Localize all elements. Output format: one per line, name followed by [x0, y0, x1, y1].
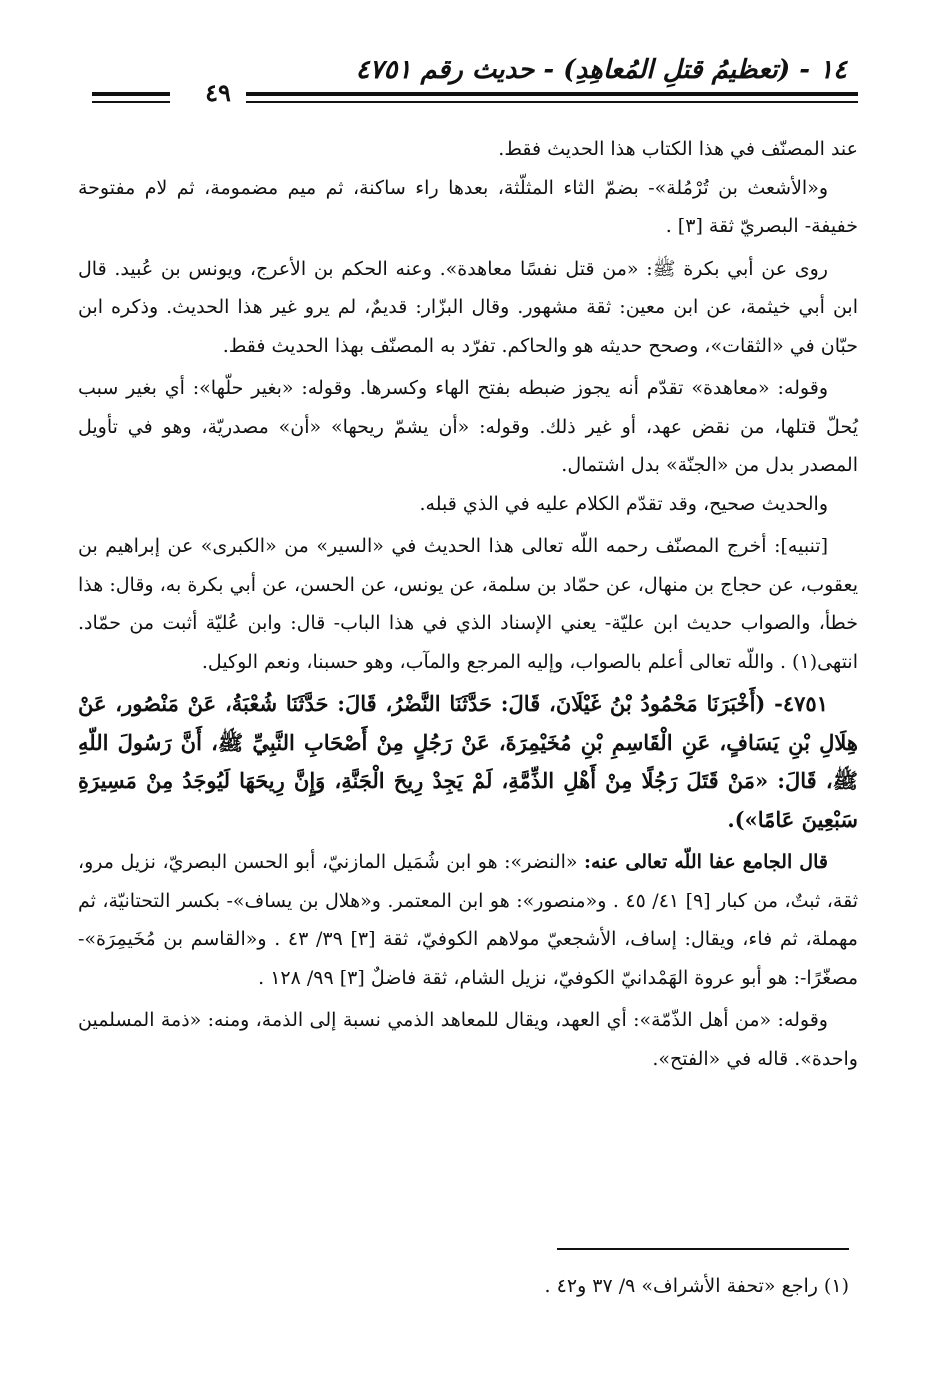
paragraph: عند المصنّف في هذا الكتاب هذا الحديث فقط. — [498, 138, 858, 160]
footnote-rule — [557, 1248, 849, 1250]
header-rule-left-thin — [92, 101, 170, 103]
header-rule-right-thick — [246, 92, 858, 96]
paragraph: والحديث صحيح، وقد تقدّم الكلام عليه في الذي قبله. — [419, 492, 828, 515]
main-text — [78, 130, 858, 1078]
paragraph: و«الأشعث بن تُرْمُلة»- بضمّ الثاء المثلّثة، بعدها راء ساكنة، ثم ميم مضمومة، ثم لام مفتوحة خفيفة- البصريّ ثقة [٣] . — [78, 176, 858, 237]
paragraph: [تنبيه]: أخرج المصنّف رحمه اللّه تعالى هذا الحديث في «السير» من «الكبرى» عن إبراهيم بن يعقوب، عن حجاج بن منهال، عن حمّاد بن سلمة، عن يونس، عن الحسن، عن أبي بكرة به، وقال: هذا خطأ، والصواب حديث ابن عليّة- يعني الإسناد الذي في هذا الباب- قال: وابن عُليّة أثبت من حمّاد. انتهى(١) . واللّه تعالى أعلم بالصواب، وإليه المرجع والمآب، وهو حسبنا، ونعم الوكيل. — [78, 535, 858, 673]
page-number: ٤٩ — [205, 78, 231, 107]
commentary-lead: قال الجامع عفا اللّه تعالى عنه: — [584, 851, 828, 873]
running-header-title: ١٤ - (تعظيمُ قتلِ المُعاهِدِ) - حديث رقم ٤٧٥١ — [355, 55, 847, 85]
footnote: (١) راجع «تحفة الأشراف» ٩/ ٣٧ و٤٢ . — [544, 1275, 849, 1297]
commentary-paragraph — [78, 843, 858, 997]
paragraph: وقوله: «من أهل الذّمّة»: أي العهد، ويقال للمعاهد الذمي نسبة إلى الذمة، ومنه: «ذمة المسلمين واحدة». قاله في «الفتح». — [78, 1009, 858, 1070]
commentary-text: «النضر»: هو ابن شُمَيل المازنيّ، أبو الحسن البصريّ، نزيل مرو، ثقة، ثبتٌ، من كبار [٩] ٤١/ ٤٥ . و«منصور»: هو ابن المعتمر. و«هلال بن يساف»- بكسر التحتانيّة، ثم مهملة، ثم فاء، ويقال: إساف، الأشجعيّ مولاهم الكوفيّ، ثقة [٣] ٣٩/ ٤٣ . و«القاسم بن مُخَيمِرَة»- مصغّرًا-: هو أبو عروة الهَمْدانيّ الكوفيّ، نزيل الشام، ثقة فاضلٌ [٣] ٩٩/ ١٢٨ . — [78, 851, 859, 989]
hadith-text: ٤٧٥١- (أَخْبَرَنَا مَحْمُودُ بْنُ غَيْلَانَ، قَالَ: حَدَّثَنَا النَّضْرُ، قَالَ: حَدَّثَنَا شُعْبَةُ، عَنْ مَنْصُور، عَنْ هِلَالِ بْنِ يَسَافٍ، عَنِ الْقَاسِمِ بْنِ مُخَيْمِرَةَ، عَنْ رَجُلٍ مِنْ أَصْحَابِ النَّبِيِّ ﷺ، أَنَّ رَسُولَ اللّهِ ﷺ، قَالَ: «مَنْ قَتَلَ رَجُلًا مِنْ أَهْلِ الذِّمَّةِ، لَمْ يَجِدْ رِيحَ الْجَنَّةِ، وَإِنَّ رِيحَهَا لَيُوجَدُ مِنْ مَسِيرَةِ سَبْعِينَ عَامًا»). — [78, 691, 858, 832]
header-rule-right-thin — [246, 101, 858, 103]
paragraph: وقوله: «معاهدة» تقدّم أنه يجوز ضبطه بفتح الهاء وكسرها. وقوله: «بغير حلّها»: أي بغير سبب يُحلّ قتلها، من نقض عهد، أو غير ذلك. وقوله: «أن يشمّ ريحها» «أن» مصدريّة، وهو في تأويل المصدر بدل من «الجنّة» بدل اشتمال. — [78, 377, 858, 476]
paragraph: روى عن أبي بكرة ﷺ: «من قتل نفسًا معاهدة». وعنه الحكم بن الأعرج، ويونس بن عُبيد. قال ابن أبي خيثمة، عن ابن معين: ثقة مشهور. وقال البزّار: قديمٌ، لم يرو غير هذا الحديث. وذكره ابن حبّان في «الثقات»، وصحح حديثه هو والحاكم. تفرّد به المصنّف بهذا الحديث فقط. — [78, 257, 858, 357]
header-rule-left-thick — [92, 92, 170, 96]
